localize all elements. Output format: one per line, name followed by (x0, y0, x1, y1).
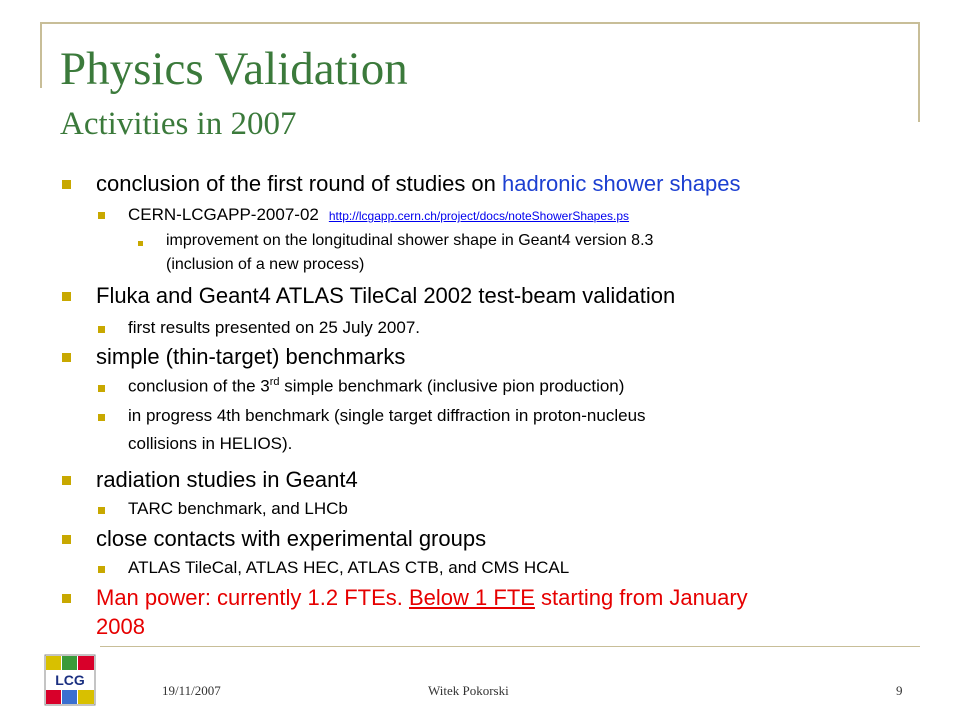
frame-top-rule (40, 22, 920, 24)
bullet-marker (62, 180, 71, 189)
bullet-marker (138, 241, 143, 246)
bullet-tarc-lhcb: TARC benchmark, and LHCb (128, 499, 348, 518)
frame-right-rule (918, 22, 920, 122)
bullet-third-benchmark (128, 376, 624, 397)
bullet-man-power-line2: 2008 (96, 614, 145, 639)
bullet-fluka-geant4: Fluka and Geant4 ATLAS TileCal 2002 test-beam validation (96, 283, 676, 308)
bullet-marker (98, 507, 105, 514)
bullet-marker (62, 292, 71, 301)
footer-page-number: 9 (896, 683, 903, 698)
bullet-radiation-studies: radiation studies in Geant4 (96, 467, 358, 492)
lcg-logo-icon (44, 654, 96, 706)
note-link[interactable]: http://lcgapp.cern.ch/project/docs/noteShowerShapes.ps (328, 209, 630, 223)
slide-subtitle: Activities in 2007 (60, 106, 297, 142)
bullet-benchmarks: simple (thin-target) benchmarks (96, 344, 406, 369)
bullet-text: conclusion of the first round of studies on (96, 171, 503, 196)
bullet-experimental-groups: close contacts with experimental groups (96, 526, 487, 551)
frame-left-rule (40, 22, 42, 88)
bullet-text: conclusion of the 3 (128, 376, 270, 396)
bullet-marker (98, 385, 105, 392)
bullet-longitudinal-line1: improvement on the longitudinal shower shape in Geant4 version 8.3 (166, 232, 654, 249)
bullet-fourth-benchmark-line2: collisions in HELIOS). (128, 434, 293, 453)
frame-bottom-rule (100, 646, 920, 647)
bullet-text: starting from January (534, 585, 748, 610)
ordinal-suffix: rd (269, 376, 280, 388)
bullet-marker (62, 594, 71, 603)
bullet-marker (62, 535, 71, 544)
bullet-first-results: first results presented on 25 July 2007. (128, 318, 420, 337)
bullet-cern-note (128, 205, 629, 225)
footer-date: 19/11/2007 (162, 683, 221, 698)
slide-title: Physics Validation (60, 43, 408, 95)
bullet-man-power-line1 (96, 585, 748, 611)
bullet-marker (98, 414, 105, 421)
bullet-marker (98, 566, 105, 573)
bullet-text: Man power: currently 1.2 FTEs. (96, 585, 409, 610)
bullet-marker (98, 326, 105, 333)
bullet-underline: Below 1 FTE (409, 585, 535, 610)
bullet-atlas-cms: ATLAS TileCal, ATLAS HEC, ATLAS CTB, and CMS HCAL (128, 558, 570, 577)
logo-text: LCG (55, 672, 85, 688)
bullet-highlight: hadronic shower shapes (502, 171, 741, 196)
bullet-marker (62, 476, 71, 485)
bullet-marker (62, 353, 71, 362)
footer-author: Witek Pokorski (428, 683, 509, 698)
bullet-longitudinal-line2: (inclusion of a new process) (166, 256, 365, 273)
bullet-text: CERN-LCGAPP-2007-02 (128, 205, 319, 224)
bullet-text: simple benchmark (inclusive pion production) (279, 376, 625, 396)
bullet-marker (98, 212, 105, 219)
bullet-fourth-benchmark-line1: in progress 4th benchmark (single target diffraction in proton-nucleus (128, 406, 646, 425)
bullet-shower-shapes (96, 171, 741, 197)
